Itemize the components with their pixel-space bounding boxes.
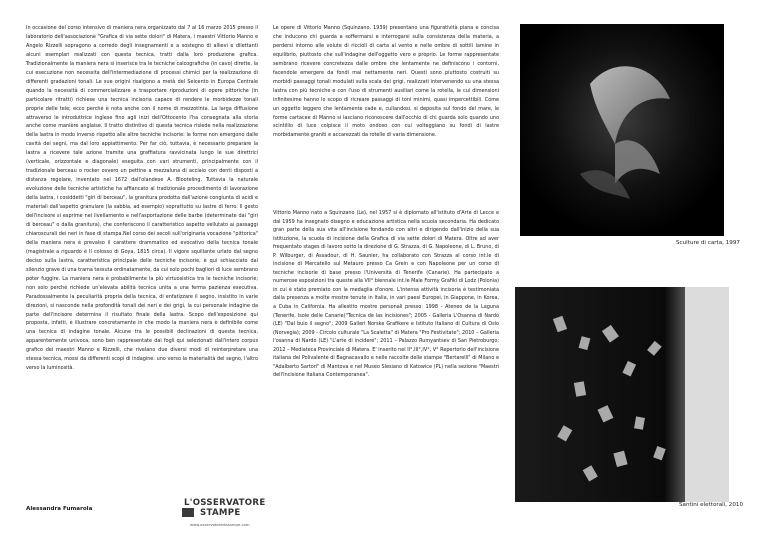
artwork-paper-sculptures-image [520, 24, 724, 236]
logo-line-1: L'OSSERVATORE [184, 498, 266, 508]
logo-line-2: STAMPE [200, 508, 241, 518]
essay-text: In occasione del corso intensivo di maniera nera organizzato dal 7 al 16 marzo 2015 presso il laboratorio dell'associazione "Grafica di via sette dolori" di Matera, i maestri Vittorio Manno e Angelo Rizzelli sopragono a corredo degli insegnamenti e a sostegno di allievi e dilettanti alcuni esemplari realizzati con questa tecnica, tratti dalla loro produzione grafica. Tradizionalmente la maniera nera si inserisce tra le tecniche calcografiche (in cavo) dirette, la cui esecuzione non necessita dell'intermediazione di processi chimici per la realizzazione di differenti gradazioni tonali. Le sue origini risalgono a metà del Seicento in Europa Centrale quando la necessità di commercializzare e trasportare riproduzioni di opere pittoriche (in particolare ritratti) richiese una tecnica incisoria capace di rendere le morbidezze tonali proprie delle tele; ecco perché è nota anche con il nome di mezzotinta. La larga diffusione attraverso le introduttrice inglese fino agli inizi dell'Ottocento l'ha consegnata alla storia anche come manière anglaise. Il tratto distintivo di questa tecnica risiede nella realizzazione della lastra in modo inverso rispetto alle altre tecniche incisorie: le forme non emergono dalle cavità dei segni, ma dal loro appiattimento. Per far ciò, tuttavia, è necessario preparare la lastra a ricevere tale azione tramite una graffiatura ravvicinata lungo le sue direttrici (verticale, orizzontale e diagonale) eseguita con vari strumenti, principalmente con il tradizionale berceau o rocker ovvero un pettine a mezzaluna di acciaio con denti disposti a distanza regolare, inventato nel 1672 dall'olandese A. Blooteling. Tuttavia la naturale evoluzione delle tecniche artistiche ha affiancato al tradizionale procedimento di lavorazione della lastra, i cosiddetti "giri di berceau", la granitura prodotta dall'azione congiunta di acidi e materiali dall'aspetto granulare (la sabbia, ad esempio) soprattutto su lastre di ferro. Il gesto dell'incisore si esprime nel livellamento e nell'asportazione delle barbe (determinate dai "giri di berceau" o dalla granitura), che conferiscono il caratteristico aspetto vellutato ai passaggi chiaroscurali dei neri in fase di stampa.Nel corso dei secoli sull'originaria vocazione "pittorica" della maniera nera è prevalso il carattere drammatico ed evocativo della tecnica tonale (magistrale a riguardo è Il colosso di Goya, 1815 circa). Il vigore squillante urlato dal segno deciso sulla lastra, caratteristica principale delle tecniche incisorie, è qui schiacciato dal silenzio grave di una trama tessuta ordinatamente, da cui solo pochi bagliori di luce sembrano poter fuggire. La maniera nera è probabilmente la più virtuosistica tra le tecniche incisorie; non solo perché richiede un'elevata abilità tecnica unita a una ferma pazienza esecutiva. Paradossalmente la peculiarità propria della tecnica, di enfatizzare il segno, insistito in varie direzioni, si nasconde nella profondità tonali dei neri e dei grigi, la cui personale indagine da parte dell'incisore determina il risultato finale della lastra. Scopo dell'esposizione qui proposta, infatti, è illustrare concretamente in che modo la maniera nera è definibile come una tecnica di indagine tonale. Alcune tra le possibili declinazioni di questa tecnica, apparentemente univoca, sono ben rappresentate dai fogli qui selezionati dall'intero corpus grafico dei maestri Manno e Rizzelli, che rivelano due diversi modi di reinterpretare una stessa tecnica, mossi da differenti scopi di indagine: uno verso la materialità del segno, l'altro verso la luminosità. [26, 25, 259, 372]
logo-url: www.osservatoredistampe.com [190, 522, 250, 527]
essay-column [26, 24, 258, 373]
manno-bio-column [273, 209, 499, 380]
logo-mark-icon [182, 508, 194, 517]
author-signature: Alessandra Fumarola [26, 506, 93, 512]
manno-bio-text: Vittorio Manno nato a Squinzano (Le), nel 1957 si è diplomato all'istituto d'Arte di Lecce e dal 1959 ha insegnato disegno e educazione artistica nella scuola secondaria. Ha dedicato gran parte della sua vita all'incisione fondando con altri e dirigendo dall'inizio della sua istituzione, la scuola di incisione della Grafica di via sette dolori di Matera. Oltre ad aver frequentato stages di lavoro sotto la direzione di G. Strazza, di G. Napoleone, di L. Bruno, di P. Wilburger, di Assadour, di H. Saunier, ha collaborato con Strazza al corso int.le di incisione di Mercatello sul Metauro presso Ca Grein e con Napoleone per un corso di tecniche incisorie di base presso l'Università di Tenerife (Canarie). Ha partecipato a numerose esposizioni tra queste alla VII° biennale int.le Male Formy Grafiki di Lodz (Polonia) in cui è stato premiato con la medaglia d'onore. L'intensa attività incisoria è testimoniata dalla presenza a molte mostre tenute in Italia, in vari paesi Europei, in Giappone, in Korea, a Cuba in California. Ha allestito mostre personali presso: 1998 - Ateneo de la Laguna (Tenerife, Isole delle Canarie)"Tecnica de las incisiones"; 2005 - Galleria L'Osanna di Nardò (LE) "Dal buio il segno"; 2009 Galleri Norske Grafikere e Istituto Italiano di Cultura di Oslo (Norvegia); 2009 - Circolo culturale "La Scaletta" di Matera "Pro Festivitate"; 2010 – Galleria l'osanna di Nardò (LE) "L'arte di incidere"; 2011 – Palazzo Rumyantsev di San Pietroburgo; 2012 – Mediateca Provinciale di Matera. E' inserito nel II°,III°,IV°, V° Repertorio dell'incisione italiana del Polivalente di Bagnacavallo e nelle raccolte delle stampe "Bertarelli" di Milano e "Adalberto Sartori" di Mantova e nel Museo Slesiano di Katowice (PL) nella sezione "Maestri dell'Incisione Italiana Contemporanea". [273, 210, 499, 379]
osservatore-stampe-logo [178, 498, 270, 530]
figure-caption: Santini elettorali, 2010 [679, 502, 744, 508]
artwork-electoral-cards-image [515, 287, 729, 502]
manno-intro-column [273, 24, 499, 140]
figure-caption: Sculture di carta, 1997 [676, 240, 740, 246]
manno-intro-text: Le opere di Vittorio Manno (Squinzano, 1939) presentano una figuratività piana e concisa che inducono chi guarda a soffermarsi e interrogarsi sulla consistenza della materia, a perdersi intorno alle volute di riccioli di carta al vento e nelle ombre di sottili lamine in equilibrio, piuttosto che sull'indagine dell'oggetto vero e proprio. Le forme rappresentate sembrano ricevere concretezza dalle ombre che lentamente ne definiscono i contorni, facendole emergere da fondi mai nettamente neri. Questi sono piuttosto costruiti su morbidi passaggi tonali modulati sulla scala dei grigi, realizzati intervenendo su una stessa lastra con più tecniche e con l'uso di strumenti ausiliari come la rotella, le cui dimensioni infinitesime hanno lo scopo di ricreare passaggi di toni minimi, quasi impercettibili. Come un oggetto leggero che lentamente cade e, cullandosi, si deposita sul fondo del mare, le forme cartacee di Manno si lasciano riconoscere dall'occhio di chi guarda solo quando uno scintillio di luce colpisce il moto ondoso con cui volteggiano su fondi di lastre morbidamente graniti e accarezzati da rotelle di varia dimensione. [273, 25, 499, 139]
